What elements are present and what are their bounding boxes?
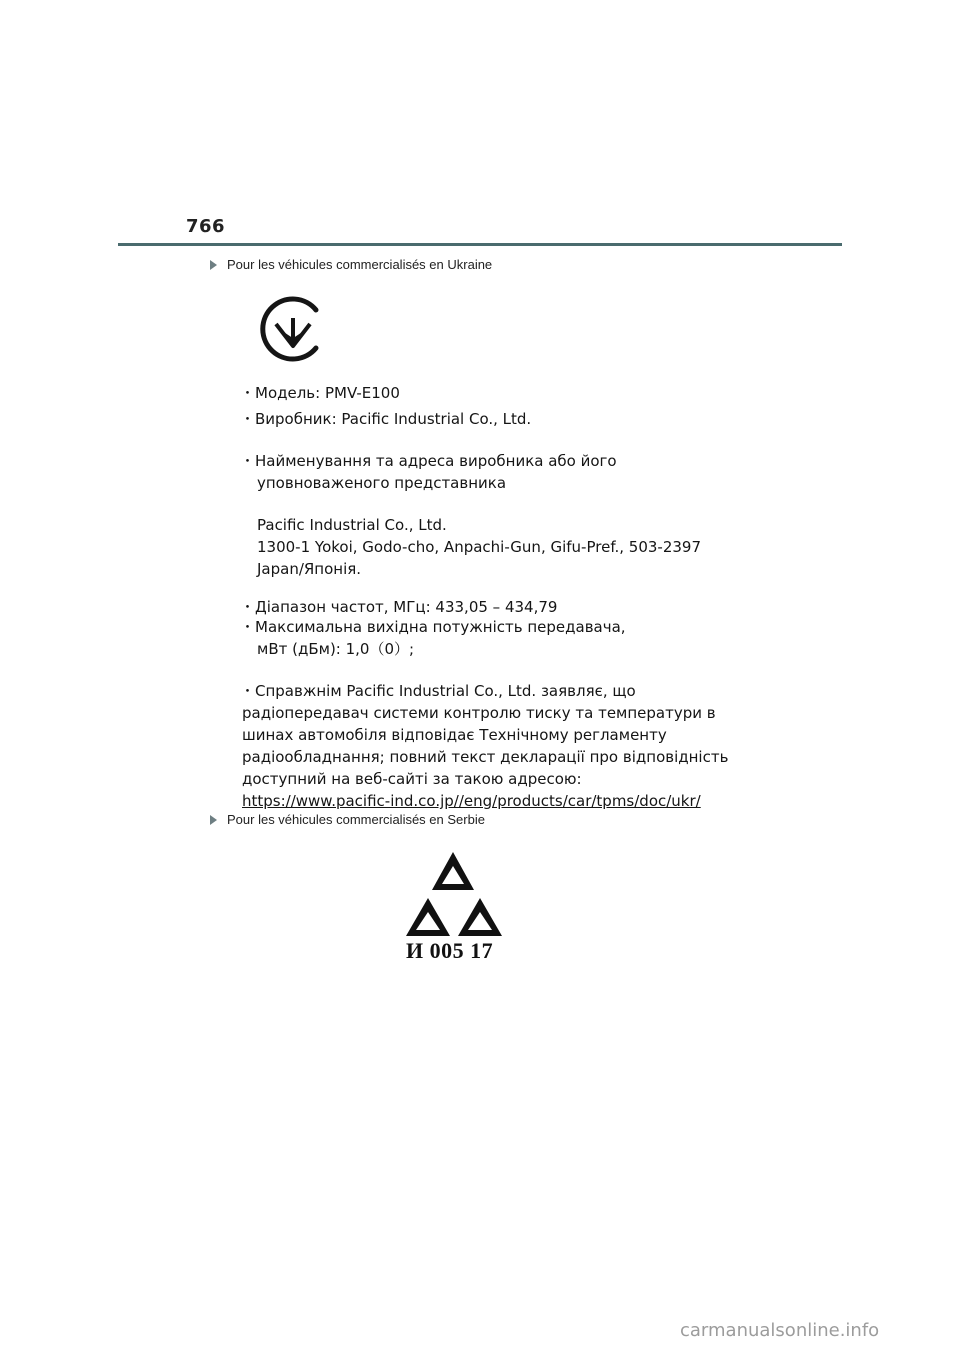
ua-line-model: ・Модель: PMV-E100 (240, 384, 400, 402)
serbia-certification-mark (398, 850, 508, 968)
serbia-approval-code: И 005 17 (406, 938, 494, 963)
section-heading-serbia (210, 812, 485, 827)
ua-line-company: Pacific Industrial Co., Ltd. (257, 516, 447, 534)
ua-line-declaration-4: радіообладнання; повний текст декларації про відповідність (242, 748, 729, 766)
ua-line-declaration-5: доступний на веб-сайті за такою адресою: (242, 770, 582, 788)
triangle-bullet-icon (210, 815, 217, 825)
ua-line-power: ・Максимальна вихідна потужність передавача, (240, 618, 626, 636)
ukraine-conformity-mark-icon (258, 294, 328, 364)
serbian-triangles-mark-icon (398, 850, 508, 938)
ua-line-country: Japan/Японія. (257, 560, 362, 578)
ua-line-name-address: ・Найменування та адреса виробника або його (240, 452, 617, 470)
ukraine-certification-image (232, 286, 732, 808)
ua-line-address: 1300-1 Yokoi, Godo-cho, Anpachi-Gun, Gifu-Pref., 503-2397 (257, 538, 702, 556)
ua-line-representative: уповноваженого представника (257, 474, 507, 492)
section-heading-text: Pour les véhicules commercialisés en Serbie (227, 812, 485, 827)
ua-line-manufacturer: ・Виробник: Pacific Industrial Co., Ltd. (240, 410, 532, 428)
triangle-bullet-icon (210, 260, 217, 270)
ua-line-declaration: ・Справжнім Pacific Industrial Co., Ltd. заявляє, що (240, 682, 636, 700)
watermark: carmanualsonline.info (680, 1320, 880, 1341)
section-heading-ukraine (210, 257, 492, 272)
page-number: 766 (186, 216, 226, 237)
section-heading-text: Pour les véhicules commercialisés en Ukraine (227, 257, 493, 272)
header-rule (118, 243, 842, 246)
ua-line-frequency: ・Діапазон частот, МГц: 433,05 – 434,79 (240, 598, 558, 616)
ua-line-declaration-2: радіопередавач системи контролю тиску та температури в (242, 704, 716, 722)
ua-declaration-url: https://www.pacific-ind.co.jp//eng/products/car/tpms/doc/ukr/ (242, 792, 701, 810)
ua-line-declaration-3: шинах автомобіля відповідає Технічному регламенту (242, 726, 667, 744)
ua-line-power-value: мВт (дБм): 1,0（0）; (257, 640, 415, 658)
